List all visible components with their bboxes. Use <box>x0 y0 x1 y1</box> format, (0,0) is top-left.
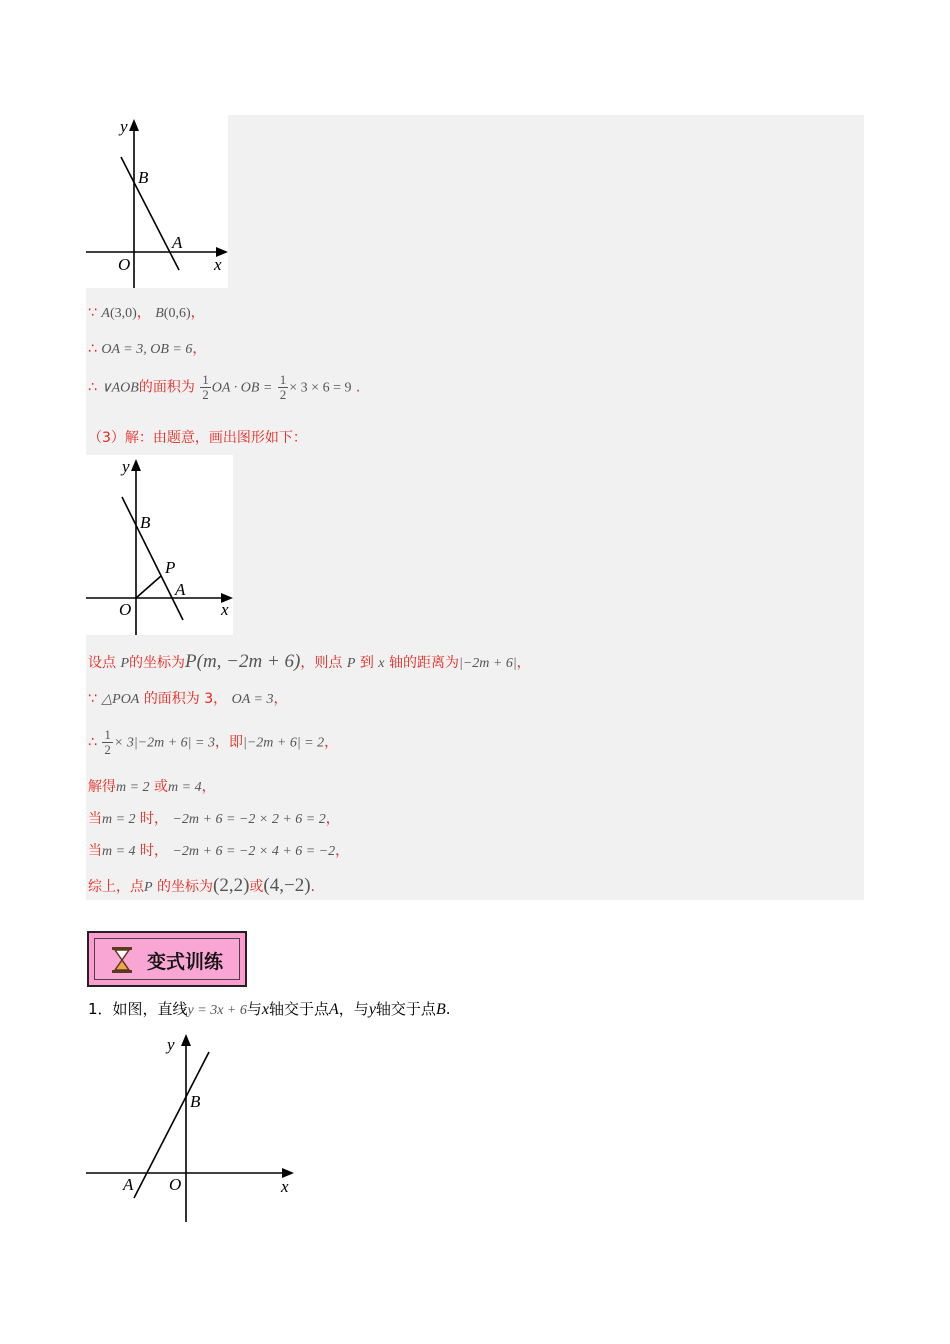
x-label: x <box>281 1177 289 1196</box>
origin-label: O <box>118 255 131 274</box>
y-label: y <box>167 1035 175 1054</box>
origin-label: O <box>169 1175 182 1194</box>
case-m4-line: 当m = 4 时， −2m + 6 = −2 × 4 + 6 = −2， <box>88 843 350 859</box>
section-badge <box>87 931 247 987</box>
segment-op <box>136 576 161 598</box>
point-a-label: A <box>123 1175 134 1194</box>
question-1: 1．如图，直线y = 3x + 6与x轴交于点A，与y轴交于点B. <box>88 1000 451 1018</box>
point-b-label: B <box>190 1092 201 1111</box>
figure-1 <box>86 115 228 288</box>
line-ab <box>121 157 179 270</box>
figure-3 <box>86 1030 296 1224</box>
lengths-line: ∴ OA = 3, OB = 6， <box>88 341 207 357</box>
point-b-label: B <box>138 168 149 187</box>
area-aob-line: ∴ ∨AOB的面积为 $\frac{1}{2}$ OA · OB = $\frac{1}{2}$ × 3 × 6 = 9 . <box>88 372 361 402</box>
y-axis-arrow <box>129 119 139 131</box>
y-label: y <box>120 117 128 136</box>
case-m2-line: 当m = 2 时， −2m + 6 = −2 × 2 + 6 = 2， <box>88 811 340 827</box>
y-axis-arrow <box>131 459 141 471</box>
point-p-label: P <box>165 558 176 577</box>
area-equation-line: ∴ $\frac{1}{2}$ × 3|−2m + 6| = 3，即|−2m + 6| = 2， <box>88 727 339 757</box>
origin-label: O <box>119 600 132 619</box>
y-axis-arrow <box>181 1034 191 1046</box>
figure-2 <box>86 455 233 635</box>
conclusion-line: 综上，点P 的坐标为(2,2)或(4,−2). <box>88 875 315 896</box>
given-points-line: ∵ A(3,0)， B(0,6)， <box>88 305 205 321</box>
point-a-label: A <box>175 580 186 599</box>
point-b-label: B <box>140 513 151 532</box>
hourglass-icon <box>111 947 133 973</box>
y-label: y <box>122 457 130 476</box>
section-title: 变式训练 <box>147 951 224 973</box>
part-3-heading: （3）解：由题意，画出图形如下： <box>88 430 307 446</box>
x-label: x <box>221 600 229 619</box>
point-a-label: A <box>172 233 183 252</box>
area-poa-line: ∵ △POA 的面积为 3， OA = 3， <box>88 691 288 707</box>
set-point-p-line: 设点 P的坐标为P(m, −2m + 6)，则点 P 到 x 轴的距离为|−2m + 6|， <box>88 651 531 672</box>
solution-line: 解得m = 2 或m = 4， <box>88 779 216 795</box>
x-label: x <box>214 255 222 274</box>
